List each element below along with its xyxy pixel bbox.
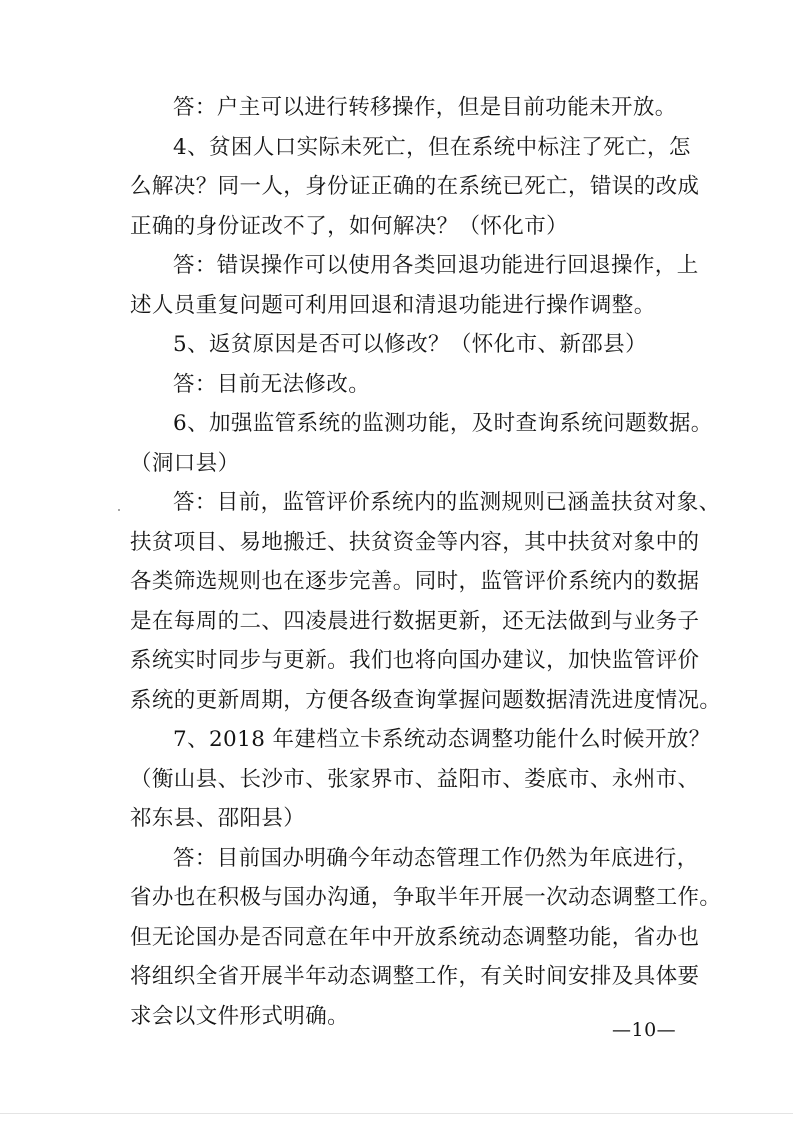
answer-6-line-1: 答：目前，监管评价系统内的监测规则已涵盖扶贫对象、 xyxy=(173,490,721,515)
answer-6-line-2: 扶贫项目、易地搬迁、扶贫资金等内容，其中扶贫对象中的 xyxy=(130,529,700,555)
answer-7-line-1: 答：目前国办明确今年动态管理工作仍然为年底进行， xyxy=(173,845,699,871)
document-body xyxy=(130,88,722,1036)
question-4-line-1: 4、贫困人口实际未死亡，但在系统中标注了死亡，怎 xyxy=(173,134,691,160)
answer-6-line-6: 系统的更新周期，方便各级查询掌握问题数据清洗进度情况。 xyxy=(130,687,722,713)
answer-7-line-2: 省办也在积极与国办沟通，争取半年开展一次动态调整工作。 xyxy=(130,885,722,910)
answer-7-line-4: 将组织全省开展半年动态调整工作，有关时间安排及具体要 xyxy=(130,964,700,989)
page-number: —10— xyxy=(612,1019,677,1041)
answer-4-line-1: 答：错误操作可以使用各类回退功能进行回退操作，上 xyxy=(173,253,699,278)
answer-6-line-4: 是在每周的二、四凌晨进行数据更新，还无法做到与业务子 xyxy=(130,608,700,634)
question-6-line-2: （洞口县） xyxy=(130,450,240,476)
answer-transfer-line: 答：户主可以进行转移操作，但是目前功能未开放。 xyxy=(173,95,677,120)
answer-7-line-5: 求会以文件形式明确。 xyxy=(130,1003,350,1029)
question-6-line-1: 6、加强监管系统的监测功能，及时查询系统问题数据。 xyxy=(173,411,713,436)
question-4-line-3: 正确的身份证改不了，如何解决？（怀化市） xyxy=(130,213,569,239)
question-5-line: 5、返贫原因是否可以修改？（怀化市、新邵县） xyxy=(173,332,647,357)
answer-7-line-3: 但无论国办是否同意在年中开放系统动态调整功能，省办也 xyxy=(130,924,700,950)
answer-6-line-5: 系统实时同步与更新。我们也将向国办建议，加快监管评价 xyxy=(130,648,700,673)
scan-speck xyxy=(118,509,120,511)
scan-edge-line xyxy=(0,1113,793,1114)
answer-5-line: 答：目前无法修改。 xyxy=(173,371,371,397)
answer-4-line-2: 述人员重复问题可利用回退和清退功能进行操作调整。 xyxy=(130,292,656,318)
question-7-line-2: （衡山县、长沙市、张家界市、益阳市、娄底市、永州市、 xyxy=(130,766,700,792)
answer-6-line-3: 各类筛选规则也在逐步完善。同时，监管评价系统内的数据 xyxy=(130,569,700,594)
question-4-line-2: 么解决？同一人，身份证正确的在系统已死亡，错误的改成 xyxy=(130,174,700,199)
question-7-line-1: 7、2018 年建档立卡系统动态调整功能什么时候开放？ xyxy=(173,727,711,752)
question-7-line-3: 祁东县、邵阳县） xyxy=(130,806,306,831)
